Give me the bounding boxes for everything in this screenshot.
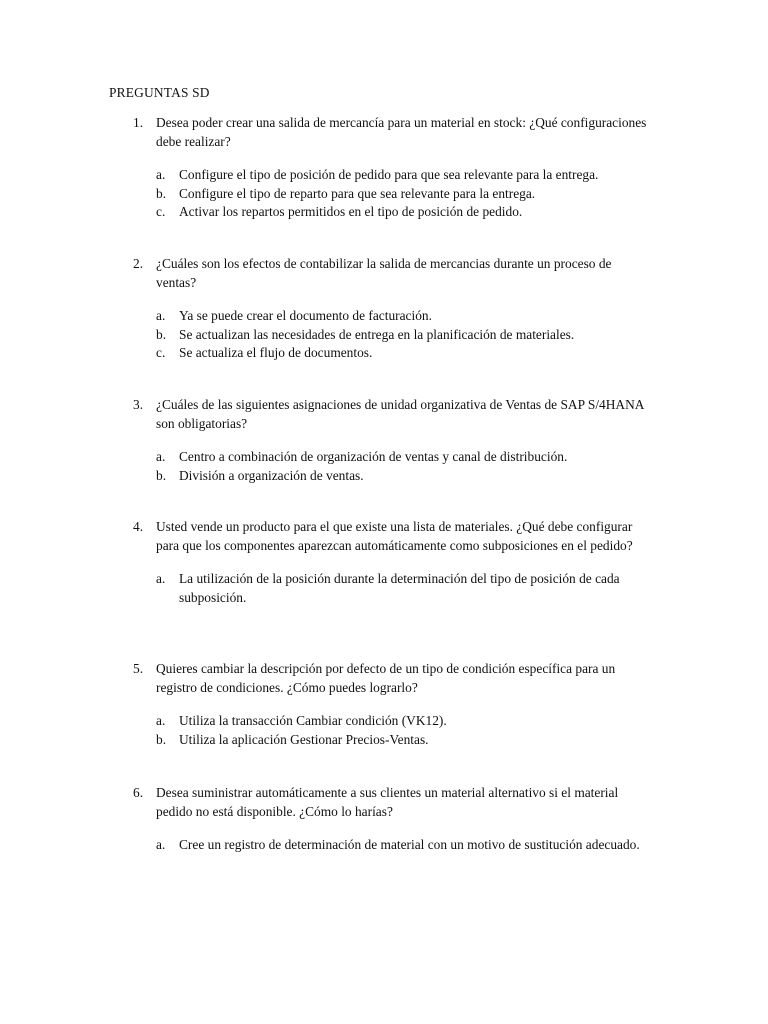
option-letter: a. xyxy=(156,713,166,728)
answer-option xyxy=(109,448,654,467)
answer-options xyxy=(109,307,654,363)
answer-option xyxy=(109,344,654,363)
question-text-row xyxy=(109,784,654,821)
question-number: 6. xyxy=(133,785,144,800)
question-6 xyxy=(109,784,654,855)
answer-option xyxy=(109,307,654,326)
answer-options xyxy=(109,836,654,855)
question-4 xyxy=(109,518,654,607)
question-text-row xyxy=(109,255,654,292)
answer-option xyxy=(109,203,654,222)
answer-option xyxy=(109,185,654,204)
question-text: Desea suministrar automáticamente a sus clientes un material alternativo si el material pedido no está disponible. ¿Cómo lo harías? xyxy=(156,785,619,819)
option-letter: a. xyxy=(156,308,166,323)
option-letter: c. xyxy=(156,204,166,219)
question-text: Quieres cambiar la descripción por defecto de un tipo de condición específica para un registro de condiciones. ¿Cómo puedes lograrlo? xyxy=(156,661,616,695)
option-letter: b. xyxy=(156,326,167,342)
option-letter: a. xyxy=(156,571,166,586)
option-text: Activar los repartos permitidos en el tipo de posición de pedido. xyxy=(179,204,523,219)
answer-options xyxy=(109,448,654,485)
answer-option xyxy=(109,836,654,855)
question-text-row xyxy=(109,396,654,433)
option-letter: b. xyxy=(156,185,167,201)
option-text: Cree un registro de determinación de material con un motivo de sustitución adecuado. xyxy=(179,837,640,852)
option-text: Configure el tipo de reparto para que sea relevante para la entrega. xyxy=(179,185,536,201)
question-text-row xyxy=(109,518,654,555)
option-text: División a organización de ventas. xyxy=(179,467,364,483)
question-text-row xyxy=(109,114,654,151)
answer-option xyxy=(109,326,654,345)
option-letter: b. xyxy=(156,467,167,483)
question-number: 4. xyxy=(133,519,144,534)
option-text: Ya se puede crear el documento de facturación. xyxy=(179,308,432,323)
option-text: Utiliza la transacción Cambiar condición (VK12). xyxy=(179,713,447,728)
question-text-row xyxy=(109,660,654,697)
question-number: 3. xyxy=(133,397,144,412)
answer-option xyxy=(109,712,654,731)
question-1 xyxy=(109,114,654,222)
option-letter: a. xyxy=(156,449,166,464)
option-letter: b. xyxy=(156,731,167,747)
answer-option xyxy=(109,467,654,486)
option-text: La utilización de la posición durante la determinación del tipo de posición de cada subposición. xyxy=(179,571,620,605)
option-text: Se actualiza el flujo de documentos. xyxy=(179,345,373,360)
answer-options xyxy=(109,570,654,607)
question-number: 2. xyxy=(133,256,144,271)
question-text: Desea poder crear una salida de mercancía para un material en stock: ¿Qué configuraciones debe realizar? xyxy=(156,115,647,149)
question-5 xyxy=(109,660,654,749)
answer-options xyxy=(109,712,654,749)
option-letter: a. xyxy=(156,167,166,182)
question-3 xyxy=(109,396,654,485)
answer-options xyxy=(109,166,654,222)
answer-option xyxy=(109,570,654,607)
document-title: PREGUNTAS SD xyxy=(109,85,210,100)
answer-option xyxy=(109,166,654,185)
option-text: Centro a combinación de organización de ventas y canal de distribución. xyxy=(179,449,568,464)
option-text: Configure el tipo de posición de pedido para que sea relevante para la entrega. xyxy=(179,167,599,182)
option-letter: c. xyxy=(156,345,166,360)
answer-option xyxy=(109,731,654,750)
question-number: 1. xyxy=(133,115,144,130)
option-letter: a. xyxy=(156,837,166,852)
option-text: Utiliza la aplicación Gestionar Precios-Ventas. xyxy=(179,731,429,747)
option-text: Se actualizan las necesidades de entrega en la planificación de materiales. xyxy=(179,326,575,342)
question-text: ¿Cuáles de las siguientes asignaciones de unidad organizativa de Ventas de SAP S/4HANA son obligatorias? xyxy=(156,397,644,431)
question-number: 5. xyxy=(133,661,144,676)
question-2 xyxy=(109,255,654,363)
question-text: Usted vende un producto para el que existe una lista de materiales. ¿Qué debe configurar para que los componentes aparezcan automáticamente como subposiciones en el pedido? xyxy=(156,519,633,553)
question-text: ¿Cuáles son los efectos de contabilizar la salida de mercancias durante un proceso de ventas? xyxy=(156,256,612,290)
